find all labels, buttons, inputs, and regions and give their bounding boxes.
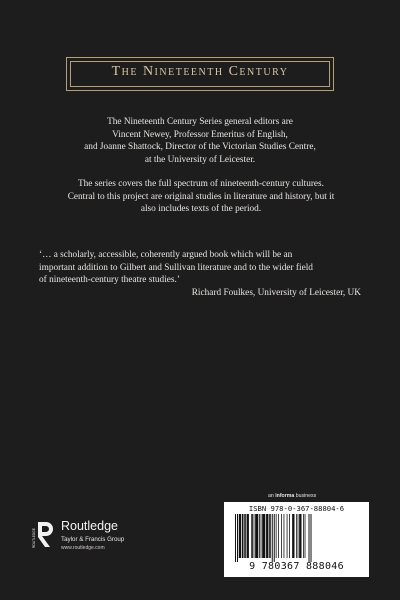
- barcode-bar: [287, 514, 288, 558]
- isbn-label: ISBN 978-0-367-88804-6: [248, 504, 345, 513]
- editors-line: at the University of Leicester.: [144, 154, 256, 165]
- informa-business-label: [268, 493, 316, 499]
- barcode-digits: 9 780367 888046: [249, 561, 344, 572]
- barcode-bar: [305, 514, 306, 558]
- routledge-vertical-text: ROUTLEDGE: [32, 528, 37, 548]
- publisher-url: www.routledge.com: [61, 545, 105, 551]
- review-quote: [39, 249, 361, 299]
- barcode-bar: [266, 514, 268, 558]
- quote-line: ‘… a scholarly, accessible, coherently argued book which will be an: [39, 250, 293, 260]
- publisher-group: Taylor & Francis Group: [61, 536, 125, 543]
- barcode-bar: [247, 514, 249, 558]
- barcode-bar: [255, 514, 258, 558]
- quote-line: important addition to Gilbert and Sullivan literature and to the wider field: [39, 262, 313, 273]
- barcode-bar: [278, 514, 279, 558]
- barcode-bar: [281, 514, 282, 558]
- scope-line: Central to this project are original studies in literature and history, but it: [67, 191, 335, 202]
- barcode-bar: [244, 514, 246, 558]
- barcode-bar: [262, 514, 265, 558]
- quote-attribution: Richard Foulkes, University of Leicester, UK: [191, 287, 361, 298]
- barcode-bar: [303, 514, 304, 558]
- informa-prefix: an: [268, 493, 276, 499]
- editors-line: Vincent Newey, Professor Emeritus of English,: [112, 129, 288, 140]
- barcode-bar: [292, 514, 294, 558]
- barcode-bar: [254, 514, 255, 558]
- barcode-bar: [261, 514, 262, 558]
- barcode-bar: [269, 514, 271, 558]
- barcode-bar: [296, 514, 297, 558]
- barcode-bar: [239, 514, 241, 558]
- scope-line: The series covers the full spectrum of nineteenth-century cultures.: [77, 179, 325, 189]
- editors-line: and Joanne Shattock, Director of the Victorian Studies Centre,: [84, 142, 316, 152]
- barcode-bar: [276, 514, 277, 558]
- scope-line: also includes texts of the period.: [140, 204, 262, 214]
- barcode-bar: [235, 514, 236, 562]
- barcode-bar: [259, 514, 260, 558]
- barcode-bar: [309, 514, 310, 562]
- informa-suffix: business: [294, 493, 317, 499]
- routledge-r-logo-icon: [33, 519, 55, 549]
- barcode-bar: [299, 514, 301, 558]
- series-scope-paragraph: [60, 178, 342, 216]
- barcode-bar: [289, 514, 290, 558]
- barcode-bars: [231, 514, 361, 562]
- barcode-bar: [272, 514, 273, 562]
- barcode-bar: [274, 514, 275, 562]
- editors-line: The Nineteenth Century Series general editors are: [107, 117, 293, 127]
- series-title-frame: [66, 57, 334, 91]
- series-editors-paragraph: [60, 116, 340, 166]
- informa-brand: informa: [275, 493, 295, 499]
- barcode-bar: [251, 514, 253, 558]
- isbn-barcode: [224, 502, 369, 577]
- barcode-bar: [311, 514, 312, 562]
- barcode-bar: [237, 514, 238, 562]
- quote-line: of nineteenth-century theatre studies.’: [39, 275, 180, 286]
- barcode-bar: [298, 514, 299, 558]
- publisher-name: Routledge: [61, 519, 118, 533]
- series-title: The Nineteenth Century: [111, 64, 289, 79]
- barcode-bar: [242, 514, 244, 558]
- barcode-bar: [284, 514, 285, 558]
